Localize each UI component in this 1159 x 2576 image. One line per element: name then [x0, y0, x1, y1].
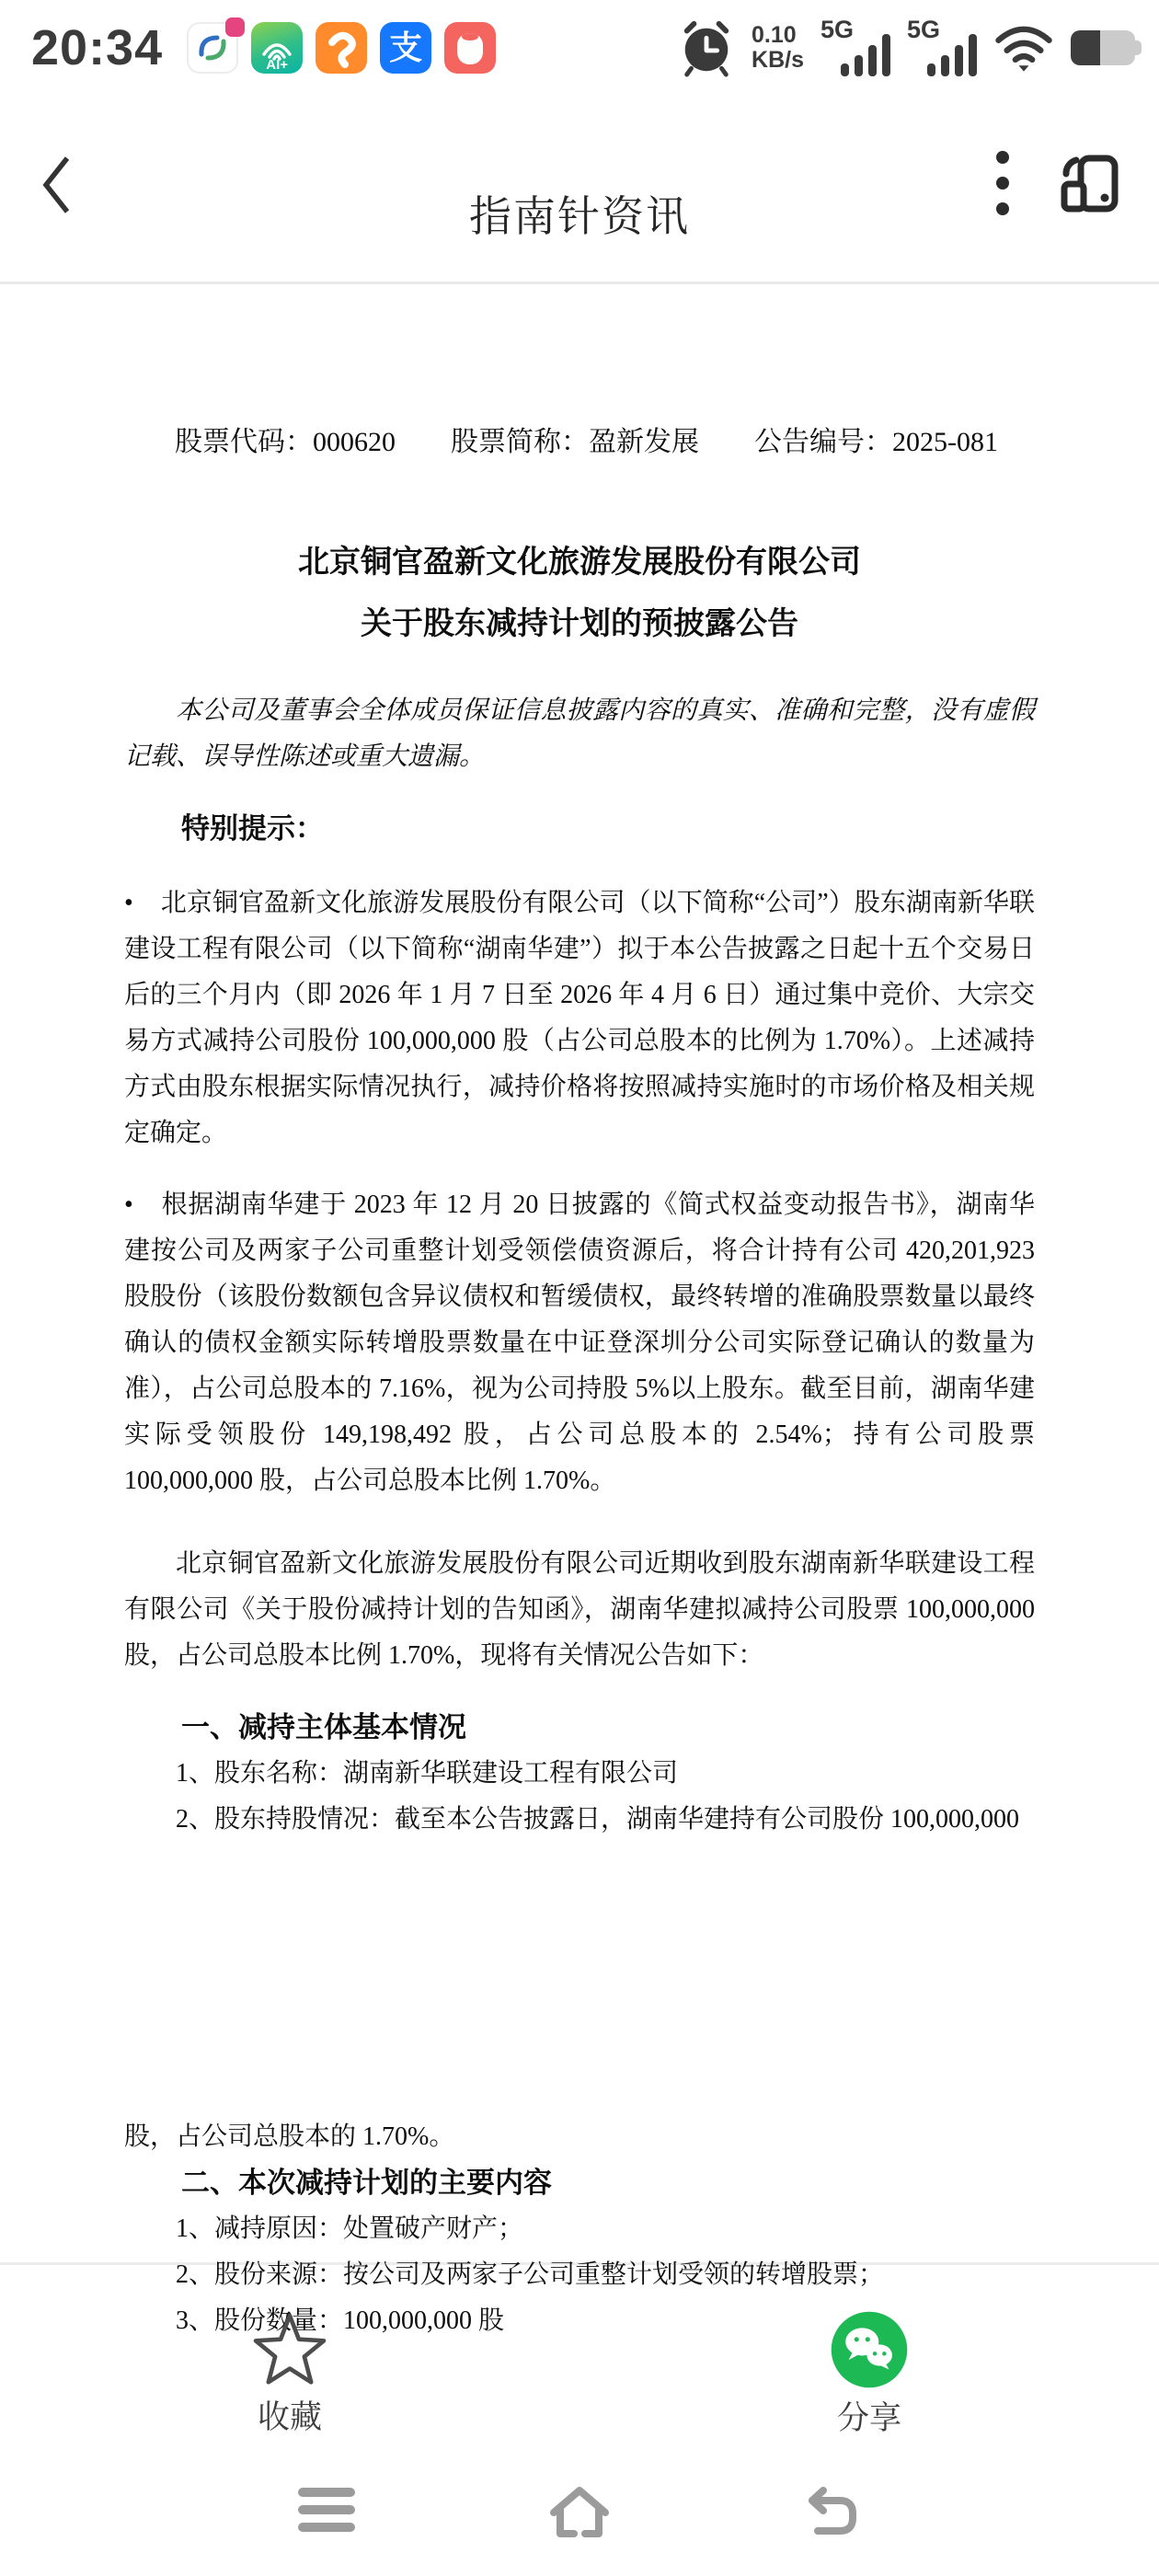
- orange-app-glyph-icon: [325, 28, 358, 68]
- section1-item-2: 2、股东持股情况：截至本公告披露日，湖南华建持有公司股份 100,000,000: [176, 1805, 1020, 1834]
- section1-item-1: 1、股东名称：湖南新华联建设工程有限公司: [176, 1759, 679, 1788]
- status-bar-right: [678, 17, 1135, 78]
- notification-badge: [225, 17, 245, 37]
- sim2-5g-label: 5G: [907, 16, 941, 43]
- recents-button[interactable]: [290, 2484, 363, 2536]
- stock-code: 股票代码：000620: [175, 427, 396, 457]
- app-header: [0, 88, 1159, 282]
- bullet-text: 根据湖南华建于 2023 年 12 月 20 日披露的《简式权益变动报告书》，湖南华建按公司及两家子公司重整计划受领偿债资源后，将合计持有公司 420,201,923 股股份（该股份数额包含异议债权和暂缓债权，最终转增的准确股票数量以最终确认的债权金额实际转增股票数量在中证登深圳分公司实际登记确认的数量为准），占公司总股本的 7.16%，视为公司持股 5%以上股东。截至目前，湖南华建实际受领股份 149,198,492 股，占公司总股本的 2.54%；持有公司股票 100,000,000 股，占公司总股本比例 1.70%。: [124, 1190, 1035, 1495]
- alipay-zhi-glyph: 支: [389, 29, 423, 66]
- battery-icon: [1071, 30, 1135, 65]
- alipay-notification-icon: [380, 22, 431, 74]
- stock-name: 股票简称：盈新发展: [451, 427, 699, 457]
- rotate-device-icon: [1058, 152, 1120, 214]
- back-nav-button[interactable]: [796, 2484, 869, 2536]
- share-label: 分享: [836, 2399, 901, 2436]
- section2-heading: 二、本次减持计划的主要内容: [181, 2167, 552, 2199]
- document-title-line2: 关于股东减持计划的预披露公告: [361, 607, 798, 641]
- section1-heading: 一、减持主体基本情况: [181, 1711, 466, 1743]
- kebab-menu-icon: [995, 149, 1010, 217]
- signal-bars-icon: [841, 30, 890, 76]
- status-bar-left: [31, 19, 496, 76]
- board-disclaimer: 本公司及董事会全体成员保证信息披露内容的真实、准确和完整，没有虚假记载、误导性陈述或重大遗漏。: [124, 696, 1035, 771]
- red-app-cup-icon: [454, 29, 486, 67]
- header-actions: [995, 149, 1120, 222]
- document-title: [124, 532, 1035, 655]
- wechat-icon: [830, 2310, 909, 2389]
- special-note-bullet-1: [124, 880, 1035, 1156]
- sim1-signal: [820, 17, 890, 78]
- network-speed-unit: KB/s: [752, 47, 804, 73]
- section2-item-1: 1、减持原因：处置破产财产；: [176, 2214, 524, 2243]
- sim1-5g-label: 5G: [820, 16, 855, 43]
- orange-app-notification-icon: [316, 22, 367, 74]
- more-menu-button[interactable]: [995, 149, 1010, 222]
- special-note-heading: 特别提示：: [181, 812, 324, 845]
- bullet-marker: •: [124, 1190, 133, 1219]
- share-button[interactable]: [768, 2310, 970, 2434]
- special-note-bullet-2: [124, 1182, 1035, 1504]
- red-app-notification-icon: [444, 22, 496, 74]
- network-speed-value: 0.10: [752, 22, 797, 48]
- signal-bars-icon: [927, 30, 977, 76]
- favorite-label: 收藏: [257, 2398, 322, 2435]
- china-mobile-swirl-icon: [194, 29, 231, 66]
- pdf-page-break: [124, 1843, 1035, 2114]
- ai-app-notification-icon: [251, 22, 303, 74]
- status-bar: [0, 0, 1159, 88]
- home-icon: [545, 2481, 614, 2538]
- section2-item-2: 2、股份来源：按公司及两家子公司重整计划受领的转增股票；: [176, 2260, 885, 2289]
- alarm-clock-icon: [678, 18, 735, 77]
- document-title-line1: 北京铜官盈新文化旅游发展股份有限公司: [298, 546, 861, 580]
- network-speed: [752, 23, 804, 73]
- clock-time: 20:34: [31, 20, 164, 75]
- sim2-signal: [907, 17, 977, 78]
- back-button[interactable]: [39, 144, 90, 226]
- bullet-marker: •: [124, 889, 133, 917]
- announcement-document: [0, 284, 1159, 2335]
- document-meta-row: [124, 422, 1035, 463]
- home-button[interactable]: [543, 2484, 616, 2536]
- china-mobile-notification-icon: [187, 22, 238, 74]
- section2-item-3-clipped: 3、股份数量：100,000,000 股: [176, 2306, 505, 2335]
- back-chevron-icon: [39, 154, 74, 216]
- system-nav-bar: [0, 2478, 1159, 2576]
- page2-carry-line: 股，占公司总股本的 1.70%。: [124, 2122, 455, 2151]
- announcement-number: 公告编号：2025-081: [754, 427, 998, 457]
- page-title: 指南针资讯: [469, 191, 690, 240]
- menu-bars-icon: [298, 2487, 355, 2533]
- intro-paragraph: 北京铜官盈新文化旅游发展股份有限公司近期收到股东湖南新华联建设工程有限公司《关于股份减持计划的告知函》，湖南华建拟减持公司股票 100,000,000 股，占公司总股本比例 1.70%，现将有关情况公告如下：: [124, 1549, 1035, 1670]
- back-arrow-icon: [805, 2483, 860, 2536]
- wifi-icon: [993, 23, 1054, 73]
- star-icon: [250, 2311, 329, 2388]
- bullet-text: 北京铜官盈新文化旅游发展股份有限公司（以下简称“公司”）股东湖南新华联建设工程有限公司（以下简称“湖南华建”）拟于本公告披露之日起十五个交易日后的三个月内（即 2026 年 1 月 7 日至 2026 年 4 月 6 日）通过集中竞价、大宗交易方式减持公司股份 100,000,000 股（占公司总股本的比例为 1.70%）。上述减持方式由股东根据实际情况执行，减持价格将按照减持实施时的市场价格及相关规定确定。: [124, 889, 1035, 1147]
- rotate-screen-button[interactable]: [1058, 152, 1120, 219]
- favorite-button[interactable]: [189, 2311, 391, 2433]
- ai-badge-text: AI+: [266, 57, 289, 73]
